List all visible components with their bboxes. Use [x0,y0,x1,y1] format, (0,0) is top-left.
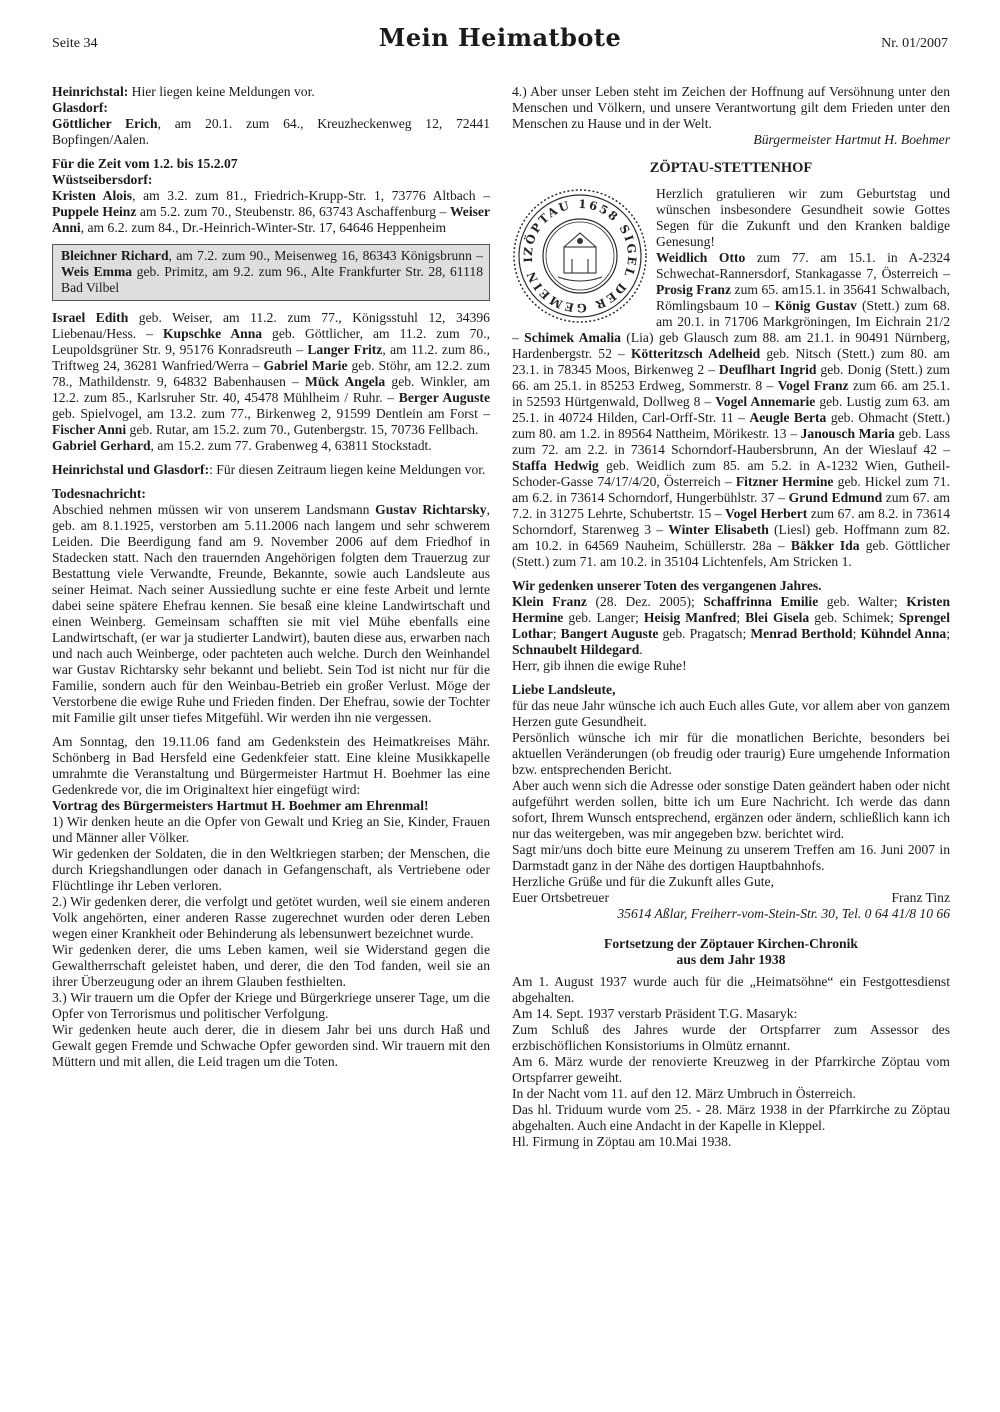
remembrance-list: Klein Franz (28. Dez. 2005); Schaffrinna Emilie geb. Walter; Kristen Hermine geb. Langer; Heisig Manfred; Blei Gisela geb. Schimek; Sprengel Lothar; Bangert Auguste geb. Pragatsch; Menrad Berthold; Kühndel Anna; Schnaubelt Hildegard. [512,594,950,657]
chronicle-paragraph: In der Nacht vom 11. auf den 12. März Umbruch in Österreich. [512,1086,856,1101]
gabriel-entry: Gabriel Gerhard, am 15.2. zum 77. Grabenweg 4, 63811 Stockstadt. [52,438,432,453]
left-column [52,84,490,1070]
speech-paragraph: Wir gedenken derer, die ums Leben kamen, weil sie Widerstand gegen die Gewaltherrschaft geleistet haben, und derer, die den Tod fanden, weil sie an ihrer Überzeugung oder an ihrem Glauben festhielten. [52,942,490,989]
speech-paragraph: 1) Wir denken heute an die Opfer von Gewalt und Krieg an Sie, Kinder, Frauen und Männer aller Völker. [52,814,490,845]
glasdorf-heading: Glasdorf: [52,100,108,115]
chronicle-paragraph: Am 1. August 1937 wurde auch für die „Heimatsöhne“ ein Festgottesdienst abgehalten. [512,974,950,1005]
chronicle-subtitle: aus dem Jahr 1938 [676,952,786,967]
greeting: Herzlich gratulieren wir zum Geburtstag und wünschen insbesondere Gesundheit sowie Gottes Segen für die Zukunft und den Kranken baldige Genesung! [656,186,950,249]
signature-name: Franz Tinz [891,890,950,905]
speech-paragraph: Wir gedenken heute auch derer, die in diesem Jahr bei uns durch Haß und Gewalt gegen Fremde und Schwache Opfer geworden sind. Wir trauern mit den Müttern und mit allen, die Leid tragen um die Toten. [52,1022,490,1069]
speech-paragraph: 2.) Wir gedenken derer, die verfolgt und getötet wurden, weil sie einem anderen Volk angehörten, einer anderen Rasse zugerechnet wurden oder deren Leben wegen einer Krankheit oder Behinderung als lebensunwert bezeichnet wurde. [52,894,490,941]
letter-salutation: Liebe Landsleute, [512,682,616,697]
speech-text [52,814,490,1070]
heinrichstal-glasdorf-notice: Heinrichstal und Glasdorf:: Für diesen Zeitraum liegen keine Meldungen vor. [52,462,486,477]
chronicle-body [512,974,950,1150]
birthday-list-zoeptau: Weidlich Otto zum 77. am 15.1. in A-2324 Schwechat-Rannersdorf, Stankagasse 7, Österreich – Prosig Franz zum 65. am15.1. in 35641 Schwalbach, Römlingsbaum 10 – König Gustav (Stett.) zum 68. am 20.1. in 71706 Markgröningen, Im Eichrain 21/2 – Schimek Amalia (Lia) geb Glausch zum 88. am 21.1. in 90491 Nürnberg, Hardenbergstr. 52 – Kötteritzsch Adelheid geb. Nitsch (Stett.) zum 80. am 23.1. in 78345 Moos, Birkenweg 2 – Deuflhart Ingrid geb. Donig (Stett.) zum 66. am 25.1. in 85253 Erdweg, Sommerstr. 8 – Vogel Franz zum 66. am 25.1. in 52593 Hürtgenwald, Dollweg 8 – Vogel Annemarie geb. Lustig zum 63. am 25.1. in 40724 Hilden, Carl-Orff-Str. 11 – Aeugle Berta geb. Ohmacht (Stett.) zum 80. am 1.2. in 89564 Nattheim, Mörikestr. 13 – Janousch Maria geb. Lass zum 72. am 2.2. in 73614 Schorndorf-Haubersbrunn, An der Wieslauf 42 – Staffa Hedwig geb. Weidlich zum 85. am 5.2. in A-1232 Wien, Gutheil-Schoder-Gasse 74/17/4/20, Österreich – Fitzner Hermine geb. Hickel zum 71. am 6.2. in 73614 Schorndorf, Hungerbühlstr. 37 – Grund Edmund zum 67. am 7.2. in 31275 Lehrte, Schubertstr. 15 – Vogel Herbert zum 67. am 8.2. in 73614 Schorndorf, Starenweg 3 – Winter Elisabeth (Liesl) geb. Hoffmann zum 82. am 10.2. in 64569 Nauheim, Schüllerstr. 28a – Bäkker Ida geb. Göttlicher (Stett.) zum 71. am 10.2. in 35104 Lichtenfels, Am Stricken 1. [512,250,951,569]
wuestseibersdorf-entries: Kristen Alois, am 3.2. zum 81., Friedrich-Krupp-Str. 1, 73776 Altbach – Puppele Heinz am 5.2. zum 70., Steubenstr. 86, 63743 Aschaffenburg – Weiser Anni, am 6.2. zum 84., Dr.-Heinrich-Winter-Str. 17, 64646 Heppenheim [52,188,490,235]
remembrance-heading: Wir gedenken unserer Toten des vergangenen Jahres. [512,578,822,593]
contact-address: 35614 Aßlar, Freiherr-vom-Stein-Str. 30, Tel. 0 64 41/8 10 66 [617,906,950,921]
memorial-report: Am Sonntag, den 19.11.06 fand am Gedenkstein des Heimatkreises Mähr. Schönberg in Bad Hersfeld eine Gedenkfeier statt. Eine kleine Musikkapelle umrahmte die Veranstaltung und Bürgermeister Hartmut H. Boehmer las eine Gedenkrede vor, die im Originaltext hier eingefügt wird: [52,734,490,797]
period-heading: Für die Zeit vom 1.2. bis 15.2.07 [52,156,238,171]
chronicle-paragraph: Am 6. März wurde der renovierte Kreuzweg in der Pfarrkirche Zöptau vom Ortspfarrer geweiht. [512,1054,950,1085]
page-number: Seite 34 [52,36,98,51]
speech-paragraph: 3.) Wir trauern um die Opfer der Kriege und Bürgerkriege unserer Tage, um die Opfer von Terrorismus und politischer Verfolgung. [52,990,490,1021]
chronicle-paragraph: Zum Schluß des Jahres wurde der Ortspfarrer zum Assessor des erzbischöflichen Konsistoriums in Olmütz ernannt. [512,1022,950,1053]
chronicle-paragraph: Das hl. Triduum wurde vom 25. - 28. März 1938 in der Pfarrkirche zu Zöptau abgehalten. Auch eine Andacht in der Kapelle in Kleppel. [512,1102,950,1133]
signature-role: Euer Ortsbetreuer [512,890,609,905]
death-heading: Todesnachricht: [52,486,146,501]
section-title: ZÖPTAU-STETTENHOF [649,160,813,176]
letter-paragraph: Persönlich wünsche ich mir für die monatlichen Berichte, besonders bei aktuellen Veränderungen (ob freudig oder traurig) Eure umgehende Information bzw. entsprechenden Bericht. [512,730,950,777]
masthead-logo: Mein Heimatbote [378,23,622,52]
birthday-list: Israel Edith geb. Weiser, am 11.2. zum 77., Königsstuhl 12, 34396 Liebenau/Hess. – Kupschke Anna geb. Göttlicher, am 11.2. zum 70., Leupoldsgrüner Str. 9, 95176 Konradsreuth – Langer Fritz, am 11.2. zum 86., Triftweg 24, 36281 Wanfried/Werra – Gabriel Marie geb. Stöhr, am 12.2. zum 78., Mathildenstr. 9, 64832 Babenhausen – Mück Angela geb. Winkler, am 12.2. zum 85., Karlsruher Str. 40, 45478 Mühlheim / Ruhr. – Berger Auguste geb. Spielvogel, am 13.2. zum 77., Birkenweg 2, 91599 Dentlein am Forst – Fischer Anni geb. Rutar, am 15.2. zum 70., Gutenbergstr. 15, 70736 Fellbach. [52,310,491,437]
municipal-seal-icon [512,187,648,325]
right-column [512,84,950,1150]
chronicle-paragraph: Am 14. Sept. 1937 verstarb Präsident T.G. Masaryk: [512,1006,798,1021]
letter-paragraph: Aber auch wenn sich die Adresse oder sonstige Daten geändert haben oder nicht aufgeführt werden sollen, bitte ich um Eure Nachricht. Ich werde das dann sofort, Ihrem Wunsch entsprechend, ergänzen oder ändern, schließlich kann ich nur das weitergeben, was mir angegeben bzw. berichtet wird. [512,778,950,841]
speech-signature: Bürgermeister Hartmut H. Boehmer [753,132,950,147]
highlight-box [52,244,490,301]
glasdorf-entry: Göttlicher Erich, am 20.1. zum 64., Kreuzheckenweg 12, 72441 Bopfingen/Aalen. [52,116,490,147]
heinrichstal-notice: Heinrichstal: Hier liegen keine Meldungen vor. [52,84,315,99]
death-notice: Abschied nehmen müssen wir von unserem Landsmann Gustav Richtarsky, geb. am 8.1.1925, verstorben am 5.11.2006 nach langem und sehr schwerem Leiden. Die Beerdigung fand am 9. November 2006 auf dem Friedhof in Stadecken statt. Nach den trauernden Angehörigen folgten dem Trauerzug zur Bestattung viele Verwandte, Freunde, Bekannte, sowie auch Landsleute aus seiner Heimat. Nach seiner Aussiedlung suchte er eine feste Arbeit und lernte dabei seine spätere Ehefrau kennen. Sie besaß eine kleine Landwirtschaft und einen Weinberg. Gemeinsam schafften sie mit viel Mühe ebenfalls eine Landwirtschaft, (er war ja studierter Landwirt), bauten diese aus, erwarben nach und nach auch Weinberge, oder pachteten auch welche. Durch den Weinhandel war Gustav Richtarsky sehr bekannt und beliebt. Sein Tod ist nicht nur für die Familie, sondern auch für den Weinbau-Betrieb ein großer Verlust. Möge der Verstorbene die ewige Ruhe und Frieden finden. Der Ehefrau, sowie der Tochter mit Familie gilt unser tiefes Mitgefühl. Wir werden ihn nie vergessen. [52,502,490,725]
chronicle-title: Fortsetzung der Zöptauer Kirchen-Chronik [604,936,858,951]
letter-paragraph: Herzliche Grüße und für die Zukunft alles Gute, [512,874,774,889]
remembrance-prayer: Herr, gib ihnen die ewige Ruhe! [512,658,687,673]
speech-paragraph: Wir gedenken der Soldaten, die in den Weltkriegen starben; der Menschen, die durch Kriegshandlungen oder danach in Gefangenschaft, als Vertriebene oder Flüchtlinge ihr Leben verloren. [52,846,490,893]
letter-signature [512,890,950,906]
letter-paragraph: Sagt mir/uns doch bitte eure Meinung zu unserem Treffen am 16. Juni 2007 in Darmstadt ganz in der Nähe des dortigen Hauptbahnhofs. [512,842,950,873]
highlight-entries: Bleichner Richard, am 7.2. zum 90., Meisenweg 16, 86343 Königsbrunn – Weis Emma geb. Primitz, am 9.2. zum 96., Alte Frankfurter Str. 28, 61118 Bad Vilbel [61,248,483,295]
speech-continuation: 4.) Aber unser Leben steht im Zeichen der Hoffnung auf Versöhnung unter den Menschen und Völkern, und unsere Verantwortung gilt dem Frieden unter den Menschen zu Hause und in der Welt. [512,84,950,131]
chronicle-paragraph: Hl. Firmung in Zöptau am 10.Mai 1938. [512,1134,732,1149]
speech-heading: Vortrag des Bürgermeisters Hartmut H. Boehmer am Ehrenmal! [52,798,429,813]
issue-number: Nr. 01/2007 [881,36,948,51]
wuestseibersdorf-heading: Wüstseibersdorf: [52,172,153,187]
letter-body [512,698,950,890]
svg-text:ZÖPTAU 1658 SIGEL DER GEMEIN I: ZÖPTAU 1658 SIGEL DER GEMEIN I [520,196,640,316]
letter-paragraph: für das neue Jahr wünsche ich auch Euch alles Gute, vor allem aber von ganzem Herzen gute Gesundheit. [512,698,950,729]
